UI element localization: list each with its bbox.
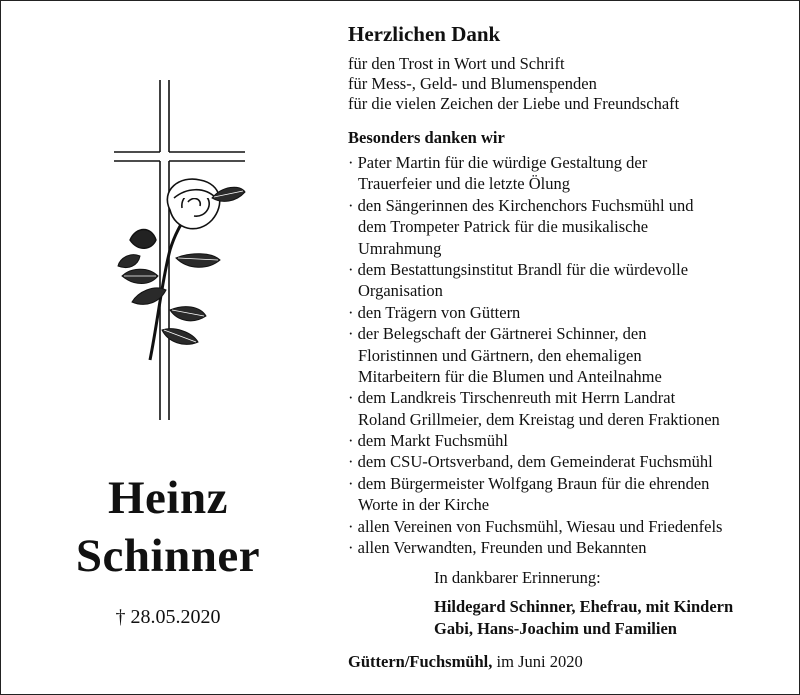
thanks-item-line: · dem Markt Fuchsmühl <box>348 431 508 451</box>
left-column <box>0 0 330 695</box>
intro-line: für die vielen Zeichen der Liebe und Freundschaft <box>348 94 680 113</box>
signer-line: Hildegard Schinner, Ehefrau, mit Kindern <box>434 597 734 616</box>
deceased-last-name: Schinner <box>75 530 261 582</box>
thanks-item <box>348 302 722 323</box>
cross-with-rose-icon <box>100 80 260 420</box>
memory-label: In dankbarer Erinnerung: <box>434 568 601 587</box>
intro-line: für den Trost in Wort und Schrift <box>348 54 565 73</box>
intro-line: für Mess-, Geld- und Blumenspenden <box>348 74 597 93</box>
thanks-item <box>348 537 722 558</box>
place: Güttern/Fuchsmühl, <box>348 652 493 671</box>
place-date-line <box>348 652 583 672</box>
thanks-item-line: Roland Grillmeier, dem Kreistag und deren Fraktionen <box>358 409 720 429</box>
intro-block <box>348 54 679 114</box>
thanks-item <box>348 451 722 472</box>
notice-title: Herzlichen Dank <box>348 22 501 46</box>
signer-line: Gabi, Hans-Joachim und Familien <box>434 619 677 638</box>
thanks-item-line: Floristinnen und Gärtnern, den ehemaligen <box>358 345 642 365</box>
signers-block <box>434 596 733 640</box>
thanks-item-line: · Pater Martin für die würdige Gestaltung der <box>348 153 648 172</box>
thanks-item <box>348 516 722 537</box>
deceased-first-name: Heinz <box>108 472 228 524</box>
thanks-item <box>348 323 722 387</box>
date: im Juni 2020 <box>496 652 583 671</box>
thanks-item-line: Worte in der Kirche <box>358 495 490 515</box>
thanks-item-line: Trauerfeier und die letzte Ölung <box>358 174 570 194</box>
thanks-item-line: · allen Vereinen von Fuchsmühl, Wiesau und Friedenfels <box>348 516 723 536</box>
thanks-item-line: · dem Landkreis Tirschenreuth mit Herrn Landrat <box>348 388 676 408</box>
thanks-item-line: · dem Bestattungsinstitut Brandl für die würdevolle <box>348 259 689 279</box>
thanks-item <box>348 259 722 302</box>
thanks-item-line: · den Sängerinnen des Kirchenchors Fuchsmühl und <box>348 195 694 215</box>
thanks-item-line: · den Trägern von Güttern <box>348 302 521 322</box>
thanks-item <box>348 152 722 195</box>
thanks-item-line: Organisation <box>358 281 443 301</box>
thanks-item-line: · allen Verwandten, Freunden und Bekannten <box>348 538 647 558</box>
thanks-list <box>348 152 722 558</box>
thanks-item-line: Mitarbeitern für die Blumen und Anteilnahme <box>358 366 662 386</box>
thanks-item <box>348 387 722 430</box>
death-date: † 28.05.2020 <box>115 606 221 628</box>
thanks-item <box>348 195 722 259</box>
thanks-item-line: · der Belegschaft der Gärtnerei Schinner, den <box>348 324 647 344</box>
thanks-item-line: dem Trompeter Patrick für die musikalische <box>358 217 649 237</box>
thanks-item-line: Umrahmung <box>358 238 442 258</box>
thanks-item-line: · dem Bürgermeister Wolfgang Braun für die ehrenden <box>348 473 710 493</box>
thanks-item <box>348 473 722 516</box>
thanks-item <box>348 430 722 451</box>
thanks-item-line: · dem CSU-Ortsverband, dem Gemeinderat Fuchsmühl <box>348 452 713 472</box>
thanks-subheading: Besonders danken wir <box>348 128 505 147</box>
